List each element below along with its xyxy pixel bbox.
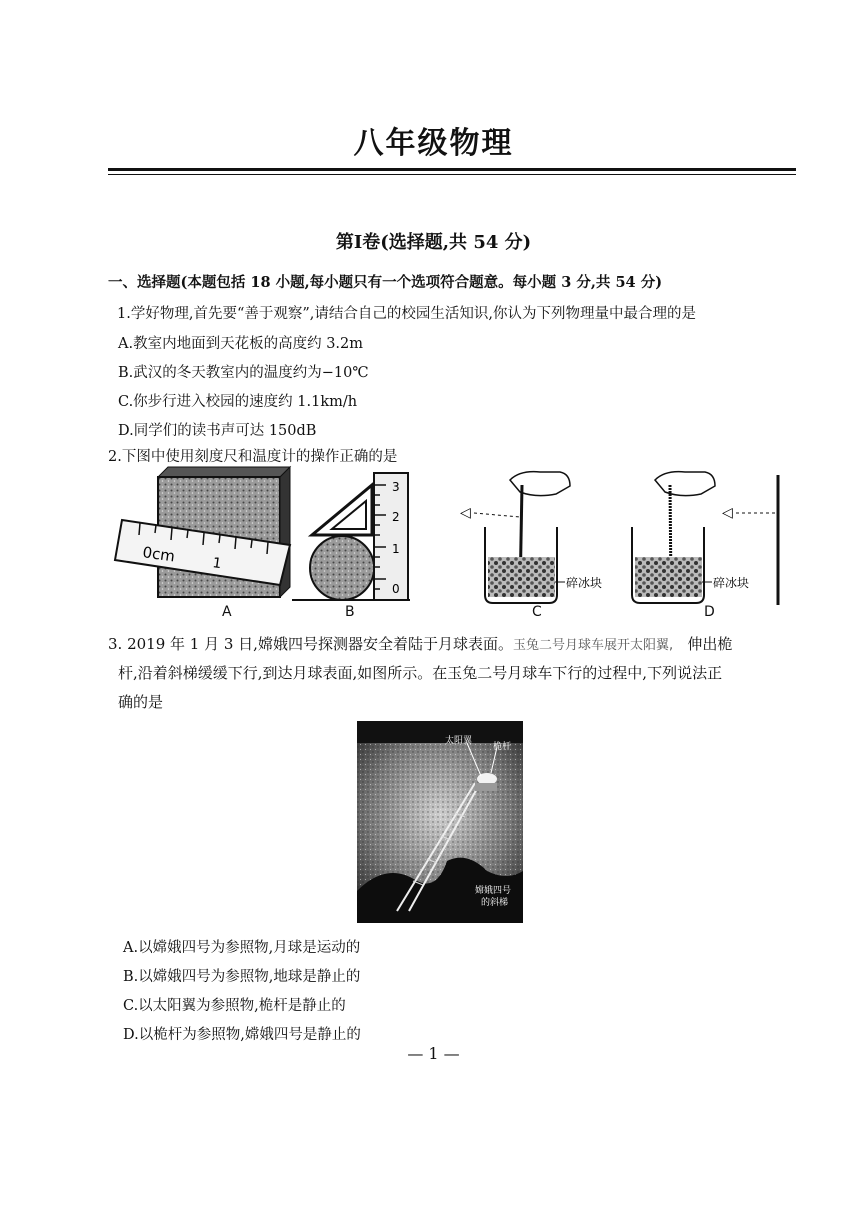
tick-3: 3: [392, 480, 400, 494]
tick-1: 1: [392, 542, 400, 556]
moon-photo: [357, 721, 523, 923]
ruler-one-label: 1: [211, 555, 223, 573]
caption-d: D: [704, 604, 715, 620]
title-rule: [108, 168, 796, 171]
part-heading: 一、选择题(本题包括 18 小题,每小题只有一个选项符合题意。每小题 3 分,共 54 分): [108, 274, 663, 291]
tick-0: 0: [392, 582, 400, 596]
q3-option-d: D.以桅杆为参照物,嫦娥四号是静止的: [123, 1027, 361, 1043]
ruler-zero-label: 0cm: [141, 543, 177, 566]
label-ladder-1: 嫦娥四号: [475, 886, 512, 896]
hand-icon: [510, 472, 570, 496]
caption-a: A: [222, 604, 232, 620]
caption-b: B: [345, 604, 355, 620]
figure-c: [460, 472, 570, 603]
caption-c: C: [532, 604, 542, 620]
figure-d: [632, 472, 778, 605]
figure-b: [292, 473, 410, 600]
title-rule-thin: [108, 174, 796, 175]
q3-line3: 确的是: [118, 693, 164, 711]
q1-option-c: C.你步行进入校园的速度约 1.1km/h: [118, 394, 358, 410]
eye-icon: ◁: [722, 505, 733, 521]
q3-line1-b: 伸出桅: [687, 635, 733, 653]
q2-stem: 2.下图中使用刻度尺和温度计的操作正确的是: [108, 449, 398, 465]
page-title: 八年级物理: [353, 126, 514, 161]
ice-label-c: 碎冰块: [566, 576, 603, 590]
q3-option-a: A.以嫦娥四号为参照物,月球是运动的: [123, 940, 361, 956]
q3-line2: 杆,沿着斜梯缓缓下行,到达月球表面,如图所示。在玉兔二号月球车下行的过程中,下列说法正: [118, 664, 723, 682]
q3-line1: [108, 633, 732, 654]
figure-a: [115, 467, 290, 597]
q3-option-c: C.以太阳翼为参照物,桅杆是静止的: [123, 998, 346, 1014]
label-mast: 桅杆: [493, 742, 512, 752]
label-ladder-2: 的斜梯: [481, 898, 509, 908]
q1-option-d: D.同学们的读书声可达 150dB: [118, 423, 317, 439]
tick-2: 2: [392, 510, 400, 524]
eye-icon: ◁: [460, 505, 471, 521]
q1-option-b: B.武汉的冬天教室内的温度约为−10℃: [118, 365, 369, 381]
q3-option-b: B.以嫦娥四号为参照物,地球是静止的: [123, 969, 361, 985]
q1-option-a: A.教室内地面到天花板的高度约 3.2m: [118, 336, 363, 352]
label-solar-wing: 太阳翼: [445, 736, 473, 746]
section-title: 第Ⅰ卷(选择题,共 54 分): [335, 232, 532, 253]
q2-figure: [110, 465, 800, 625]
q1-stem: 1.学好物理,首先要“善于观察”,请结合自己的校园生活知识,你认为下列物理量中最合理的是: [117, 306, 696, 322]
hand-icon: [655, 472, 715, 496]
q3-line1-light: 玉兔二号月球车展开太阳翼,: [512, 638, 674, 653]
ice-label-d: 碎冰块: [713, 576, 750, 590]
q3-line1-a: 3. 2019 年 1 月 3 日,嫦娥四号探测器安全着陆于月球表面。: [108, 635, 513, 653]
page-number: — 1 —: [407, 1044, 460, 1063]
